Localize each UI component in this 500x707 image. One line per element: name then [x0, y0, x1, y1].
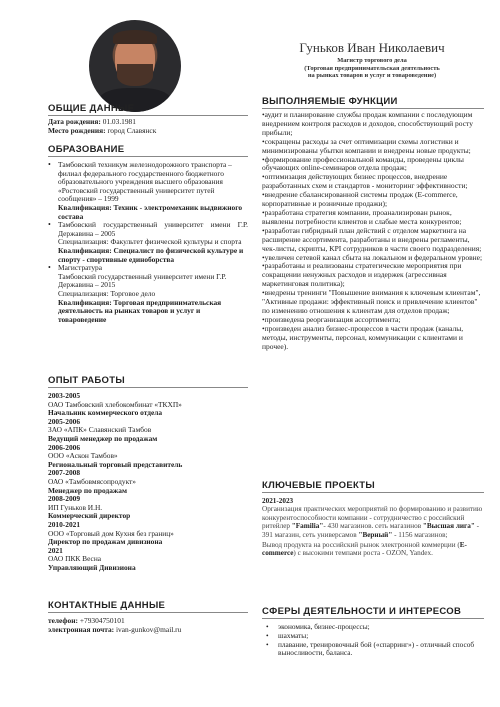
- education-text: Тамбовский государственный университет имени Г.Р. Державина – 2015: [58, 271, 227, 290]
- general-section: [48, 103, 248, 135]
- experience-role: Управляющий Дивизиона: [48, 562, 136, 572]
- project-brand: "Familia": [291, 522, 324, 531]
- degree-line-3: на рынках товаров и услуг и товароведение): [307, 72, 437, 80]
- education-text: • Тамбовский государственный университет имени Г.Р. Державина – 2005: [58, 220, 248, 238]
- contacts-section: [48, 600, 248, 634]
- function-item: •разработана стратегия компании, проанализирован рынок, выявлены потребности клиентов и слабые места конкурентов;: [262, 207, 462, 226]
- experience-role: Директор по продажам дивизиона: [48, 537, 163, 547]
- experience-company: ООО «Аскон Тамбов»: [48, 451, 118, 461]
- project-text: - 391 магазин, сеть универсамов: [262, 522, 480, 539]
- experience-company: ОАО ПКК Весна: [48, 554, 102, 564]
- experience-years: 2021: [48, 545, 63, 555]
- birth-label: Дата рождения:: [48, 117, 101, 126]
- function-item: •произведена реорганизация ассортимента;: [262, 314, 401, 324]
- experience-item: [48, 444, 248, 470]
- function-item: •увеличен сетевой канал сбыта на локальном и федеральном уровне;: [262, 252, 483, 262]
- profile-photo: [89, 20, 181, 112]
- experience-item: [48, 521, 248, 547]
- degree-line-2: (Торговая предпринимательская деятельность: [304, 64, 440, 72]
- project-text: ) с высокими темпами роста - OZON, Yandex.: [293, 549, 433, 558]
- function-item: •внедрены тренинги "Повышение внимания к ключевым клиентам", "Активные продажи: эффективный поиск и привлечение клиентов" по изменению отношения к клиентам для отделов продаж;: [262, 288, 481, 315]
- function-item: •внедрение сбалансированной системы продаж (E-commerce, корпоративные и розничные продажи);: [262, 190, 458, 209]
- email-label: электронная почта:: [48, 624, 115, 634]
- functions-heading: ВЫПОЛНЯЕМЫЕ ФУНКЦИИ: [262, 96, 484, 109]
- person-degree: [262, 57, 482, 80]
- education-qualification: Квалификация: Техник - электромеханик выдвижного состава: [58, 202, 243, 221]
- function-item: •аудит и планирование службы продаж компании с последующим внедрением контроля расходов и доходов, способствующий росту прибыли;: [262, 110, 473, 137]
- education-text: • Магистратура: [58, 263, 103, 273]
- function-item: •произведен анализ бизнес-процессов в части продаж (каналы, методы, инструменты, персонал, коммуникации с клиентами и прочее).: [262, 323, 464, 351]
- experience-years: 2008-2009: [48, 494, 81, 504]
- education-specialization: Специализация: Торговое дело: [58, 288, 156, 298]
- function-item: •разработаны и реализованы стратегические мероприятия при сокращении ненужных расходов и издержек (агрессивная маркетинговая политика);: [262, 261, 462, 289]
- degree-line-1: Магистр торгового дела: [337, 57, 407, 64]
- experience-company: ОАО Тамбовский хлебокомбинат «ТКХП»: [48, 399, 182, 409]
- function-item: •разработан гибридный план действий с отделом маркетинга на расширение ассортимента, разработаны и внедрены регламенты, чек-листы, скрипты, KPI сотрудников в части своего подразделения;: [262, 225, 482, 253]
- education-qualification: Квалификация: Специалист по физической культуре и спорту - спортивные единоборства: [58, 245, 244, 264]
- experience-item: [48, 495, 248, 521]
- sphere-item: • плавание, тренировочный бой («спарринг») - отличный способ выносливости, баланса.: [262, 641, 484, 659]
- education-section: [48, 144, 248, 324]
- experience-heading: ОПЫТ РАБОТЫ: [48, 375, 248, 388]
- education-item: [48, 161, 248, 221]
- experience-role: Ведущий менеджер по продажам: [48, 433, 158, 443]
- function-item: •формирование профессиональной команды, проведены циклы обучающих online-семинаров отдела продаж;: [262, 154, 464, 173]
- project-brand: "Высшая лига": [422, 522, 475, 531]
- education-specialization: Специализация: Факультет физической культуры и спорта: [58, 237, 242, 247]
- project-text: Организация практических мероприятий по формированию и развитию конкурентоспособности компании - сотрудничество с российский ритейлер: [262, 505, 483, 531]
- project-text: Вывод продукта на российский рынок электронной коммерции (: [262, 541, 460, 550]
- education-qualification: Квалификация: Торговая предпринимательская деятельность на рынках товаров и услуг и товароведение: [58, 297, 222, 324]
- experience-item: [48, 547, 248, 573]
- spheres-section: [262, 606, 484, 658]
- project-item: [262, 505, 484, 539]
- experience-company: ИП Гуньков И.Н.: [48, 502, 103, 512]
- birthplace-value: город Славянск: [107, 125, 157, 135]
- projects-section: [262, 480, 484, 558]
- experience-item: [48, 418, 248, 444]
- project-brand: "Верный": [358, 530, 393, 539]
- phone-label: телефон:: [48, 616, 78, 625]
- experience-years: 2005-2006: [48, 416, 81, 426]
- function-item: •оптимизация действующих бизнес процессов, внедрение разработанных схем и стандартов - мониторинг эффективности;: [262, 172, 468, 191]
- contacts-heading: КОНТАКТНЫЕ ДАННЫЕ: [48, 600, 248, 613]
- experience-company: ОАО «Тамбовмясопродукт»: [48, 476, 136, 486]
- experience-role: Коммерческий директор: [48, 511, 131, 521]
- sphere-item: • экономика, бизнес-процессы;: [262, 623, 484, 632]
- education-heading: ОБРАЗОВАНИЕ: [48, 144, 248, 157]
- person-name: Гуньков Иван Николаевич: [299, 40, 445, 55]
- experience-item: [48, 392, 248, 418]
- project-item: [262, 541, 484, 558]
- birth-value: 01.03.1981: [102, 117, 136, 126]
- experience-role: Региональный торговый представитель: [48, 459, 183, 469]
- experience-company: ООО «Торговый дом Кухня без границ»: [48, 528, 174, 538]
- function-item: •сокращены расходы за счет оптимизации схемы логистики и минимизированы убытки компании и внедрены новые продукты;: [262, 136, 471, 155]
- phone-value[interactable]: +79304750101: [79, 616, 125, 625]
- experience-company: ЗАО «АПК» Славянский Тамбов: [48, 425, 152, 435]
- sphere-item: • шахматы;: [262, 632, 484, 641]
- general-heading: ОБЩИЕ ДАННЫЕ: [48, 103, 248, 116]
- experience-item: [48, 469, 248, 495]
- experience-years: 2010-2021: [48, 519, 81, 529]
- functions-section: [262, 96, 484, 351]
- education-item: [48, 221, 248, 264]
- project-text: - 430 магазинов. сеть магазинов: [323, 522, 423, 531]
- birthplace-label: Место рождения:: [48, 125, 106, 135]
- experience-years: 2007-2008: [48, 468, 81, 478]
- projects-year: 2021-2023: [262, 497, 294, 505]
- experience-role: Начальник коммерческого отдела: [48, 408, 163, 418]
- education-item: [48, 264, 248, 324]
- experience-role: Менеджер по продажам: [48, 485, 128, 495]
- spheres-heading: СФЕРЫ ДЕЯТЕЛЬНОСТИ И ИНТЕРЕСОВ: [262, 606, 484, 619]
- project-text: - 1156 магазинов;: [392, 530, 448, 539]
- projects-heading: КЛЮЧЕВЫЕ ПРОЕКТЫ: [262, 480, 484, 493]
- experience-years: 2006-2006: [48, 442, 81, 452]
- experience-years: 2003-2005: [48, 391, 81, 400]
- email-value[interactable]: ivan-gunkov@mail.ru: [116, 624, 182, 634]
- education-text: • Тамбовский техникум железнодорожного транспорта – филиал федерального государственного бюджетного образовательного учреждения высшего образования «Ростовский государственный университет путей сообщения» – 1999: [58, 160, 232, 204]
- project-brand: E-commerce: [262, 541, 467, 558]
- experience-section: [48, 375, 248, 572]
